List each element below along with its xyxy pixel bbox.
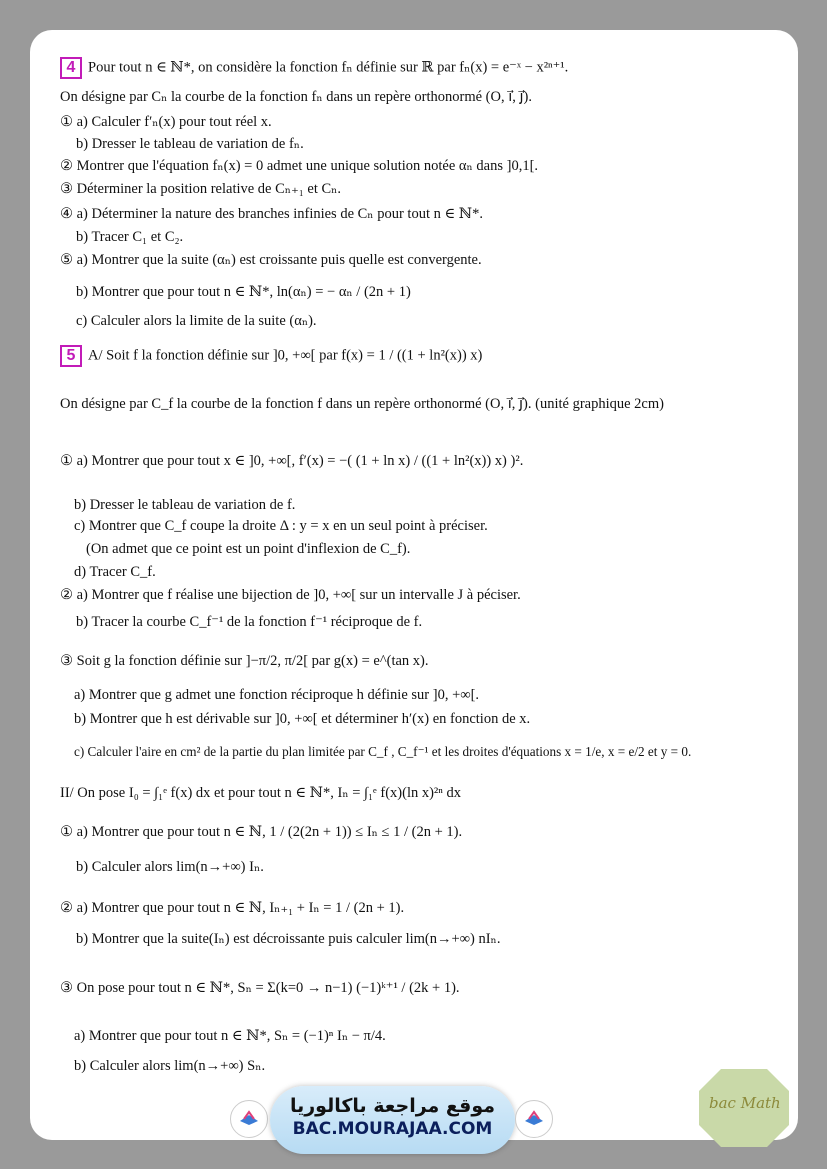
- exercise-5-q3: ③ Soit g la fonction définie sur ]−π/2, π/2[ par g(x) = e^(tan x).: [60, 653, 429, 669]
- exercise-5-p2-q3b: b) Calculer alors lim(n→+∞) Sₙ.: [74, 1058, 266, 1074]
- exercise-5-badge: 5: [60, 345, 82, 367]
- exercise-5-part-2: II/ On pose I₀ = ∫₁ᵉ f(x) dx et pour tout n ∈ ℕ*, Iₙ = ∫₁ᵉ f(x)(ln x)²ⁿ dx: [60, 785, 461, 801]
- bac-math-logo-text: bac Math: [709, 1094, 781, 1112]
- exercise-5-q1b: b) Dresser le tableau de variation de f.: [74, 497, 296, 513]
- exercise-5-note: (On admet que ce point est un point d'inflexion de C_f).: [86, 541, 411, 557]
- exercise-5-q3a: a) Montrer que g admet une fonction réciproque h définie sur ]0, +∞[.: [74, 687, 480, 703]
- exercise-4-intro: Pour tout n ∈ ℕ*, on considère la fonction fₙ définie sur ℝ par fₙ(x) = e⁻ˣ − x²ⁿ⁺¹.: [88, 59, 569, 76]
- exercise-4-q5c: c) Calculer alors la limite de la suite (αₙ).: [76, 313, 317, 329]
- exercise-4-q2: ② Montrer que l'équation fₙ(x) = 0 admet une unique solution notée αₙ dans ]0,1[.: [60, 158, 539, 174]
- exercise-4-line-2: On désigne par Cₙ la courbe de la fonction fₙ dans un repère orthonormé (O, i⃗, j⃗).: [60, 89, 532, 105]
- exercise-5-q3b: b) Montrer que h est dérivable sur ]0, +∞[ et déterminer h′(x) en fonction de x.: [74, 711, 531, 727]
- exercise-5-intro-line: [60, 345, 482, 367]
- exercise-4-q4b: b) Tracer C₁ et C₂.: [76, 229, 184, 245]
- exercise-5-p2-q2a: ② a) Montrer que pour tout n ∈ ℕ, Iₙ₊₁ + Iₙ = 1 / (2n + 1).: [60, 900, 405, 916]
- bac-math-logo: [697, 1067, 791, 1149]
- exercise-4-q1b: b) Dresser le tableau de variation de fₙ.: [76, 136, 304, 152]
- exercise-5-line-2: On désigne par C_f la courbe de la fonction f dans un repère orthonormé (O, i⃗, j⃗). (unité graphique 2cm): [60, 396, 664, 412]
- exercise-4-q5a: ⑤ a) Montrer que la suite (αₙ) est croissante puis quelle est convergente.: [60, 252, 482, 268]
- exercise-5-q1a: ① a) Montrer que pour tout x ∈ ]0, +∞[, f′(x) = −( (1 + ln x) / ((1 + ln²(x)) x) )².: [60, 453, 524, 469]
- exercise-5-p2-q3: ③ On pose pour tout n ∈ ℕ*, Sₙ = Σ(k=0 → n−1) (−1)ᵏ⁺¹ / (2k + 1).: [60, 980, 460, 996]
- left-logo-icon: [230, 1100, 268, 1138]
- exercise-5-p2-q1b: b) Calculer alors lim(n→+∞) Iₙ.: [76, 859, 264, 875]
- exercise-5-q3c: c) Calculer l'aire en cm² de la partie du plan limitée par C_f , C_f⁻¹ et les droites d'équations x = 1/e, x = e/2 et y = 0.: [74, 744, 692, 759]
- exercise-5-q2b: b) Tracer la courbe C_f⁻¹ de la fonction f⁻¹ réciproque de f.: [76, 614, 423, 630]
- exercise-5-q1d: d) Tracer C_f.: [74, 564, 156, 580]
- footer-arabic-title: موقع مراجعة باكالوريا: [289, 1095, 496, 1117]
- footer-url-link[interactable]: BAC.MOURAJAA.COM: [292, 1119, 493, 1139]
- exercise-5-p2-q1a: ① a) Montrer que pour tout n ∈ ℕ, 1 / (2(2n + 1)) ≤ Iₙ ≤ 1 / (2n + 1).: [60, 824, 463, 840]
- exercise-5-q1c: c) Montrer que C_f coupe la droite Δ : y = x en un seul point à préciser.: [74, 518, 488, 534]
- exercise-5-q2a: ② a) Montrer que f réalise une bijection de ]0, +∞[ sur un intervalle J à péciser.: [60, 587, 521, 603]
- right-logo-icon: [515, 1100, 553, 1138]
- exercise-4-intro-line: [60, 57, 568, 79]
- exercise-4-q3: ③ Déterminer la position relative de Cₙ₊₁ et Cₙ.: [60, 181, 342, 197]
- exercise-4-badge: 4: [60, 57, 82, 79]
- exercise-4-q5b: b) Montrer que pour tout n ∈ ℕ*, ln(αₙ) = − αₙ / (2n + 1): [76, 284, 411, 300]
- exercise-4-q1a: ① a) Calculer f′ₙ(x) pour tout réel x.: [60, 114, 272, 130]
- exercise-4-q4a: ④ a) Déterminer la nature des branches infinies de Cₙ pour tout n ∈ ℕ*.: [60, 206, 483, 222]
- exercise-5-p2-q2b: b) Montrer que la suite(Iₙ) est décroissante puis calculer lim(n→+∞) nIₙ.: [76, 931, 501, 947]
- footer-banner[interactable]: [270, 1086, 515, 1154]
- exercise-5-p2-q3a: a) Montrer que pour tout n ∈ ℕ*, Sₙ = (−1)ⁿ Iₙ − π/4.: [74, 1028, 386, 1044]
- exercise-5-intro: A/ Soit f la fonction définie sur ]0, +∞[ par f(x) = 1 / ((1 + ln²(x)) x): [88, 347, 483, 364]
